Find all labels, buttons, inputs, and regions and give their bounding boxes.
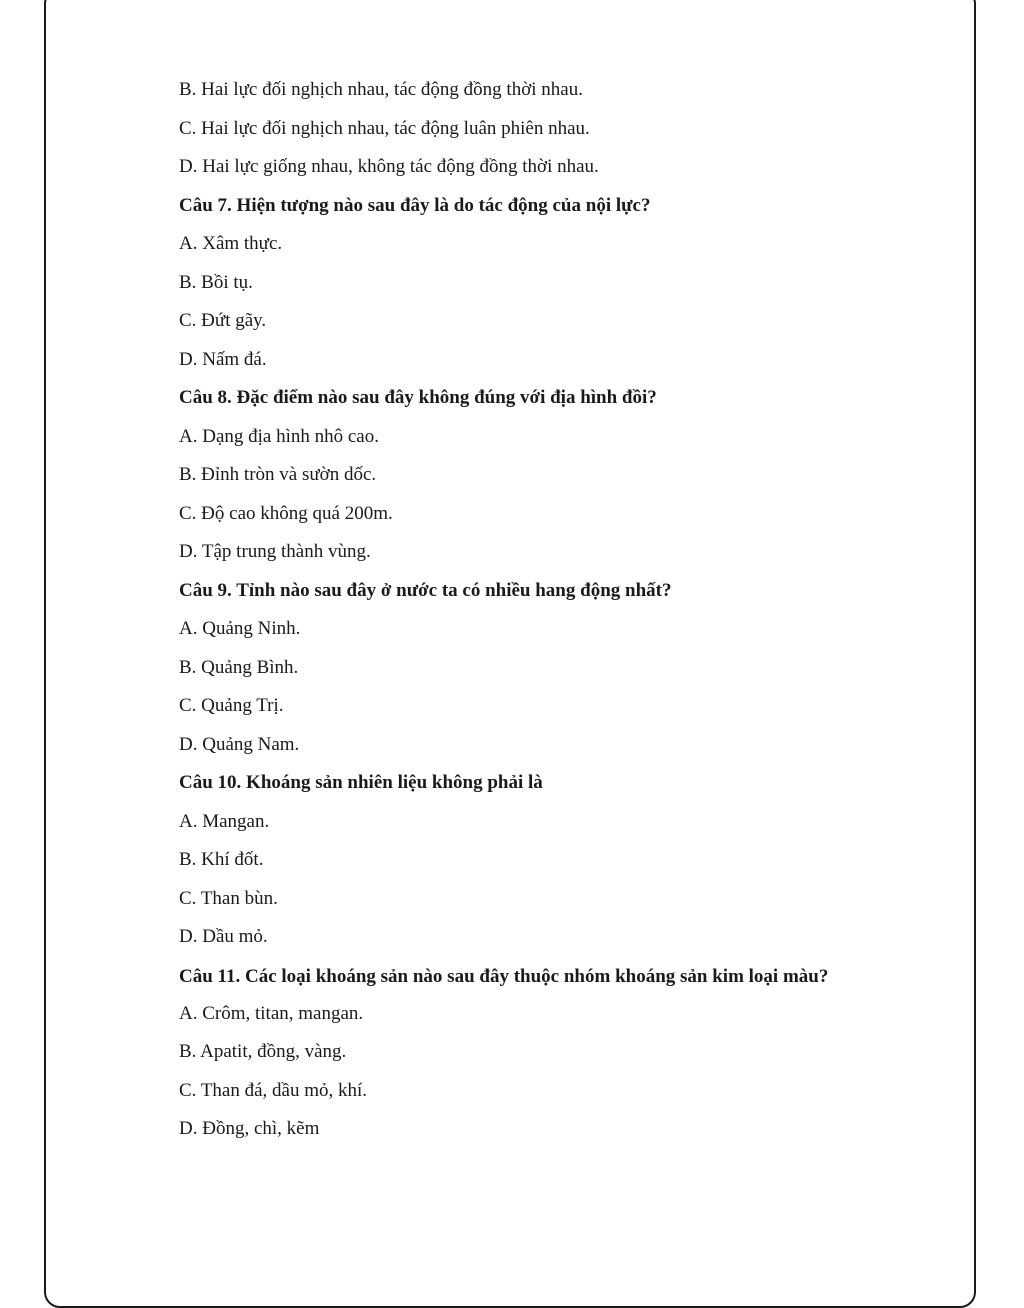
answer-option: A. Dạng địa hình nhô cao. bbox=[179, 425, 379, 447]
answer-option: C. Than đá, dầu mỏ, khí. bbox=[179, 1079, 368, 1101]
answer-option: C. Độ cao không quá 200m. bbox=[179, 502, 393, 524]
answer-option: A. Crôm, titan, mangan. bbox=[179, 1002, 364, 1024]
answer-option: B. Hai lực đối nghịch nhau, tác động đồng thời nhau. bbox=[179, 79, 583, 100]
answer-option: C. Hai lực đối nghịch nhau, tác động luân phiên nhau. bbox=[179, 117, 590, 139]
answer-option: D. Hai lực giống nhau, không tác động đồng thời nhau. bbox=[179, 156, 599, 177]
question-8: Câu 8. Đặc điểm nào sau đây không đúng với địa hình đồi? bbox=[179, 387, 657, 408]
question-11: Câu 11. Các loại khoáng sản nào sau đây thuộc nhóm khoáng sản kim loại màu? bbox=[179, 965, 829, 987]
answer-option: C. Than bùn. bbox=[179, 887, 278, 909]
answer-option: A. Mangan. bbox=[179, 810, 270, 832]
answer-option: B. Quảng Bình. bbox=[179, 656, 299, 678]
answer-option: C. Đứt gãy. bbox=[179, 310, 267, 331]
quiz-content bbox=[179, 78, 899, 1156]
answer-option: B. Apatit, đồng, vàng. bbox=[179, 1041, 347, 1062]
answer-option: C. Quảng Trị. bbox=[179, 695, 284, 716]
answer-option: B. Bồi tụ. bbox=[179, 271, 253, 293]
answer-option: D. Đồng, chì, kẽm bbox=[179, 1118, 320, 1139]
answer-option: D. Dầu mỏ. bbox=[179, 926, 268, 947]
question-10: Câu 10. Khoáng sản nhiên liệu không phải là bbox=[179, 772, 543, 793]
question-9: Câu 9. Tỉnh nào sau đây ở nước ta có nhiều hang động nhất? bbox=[179, 579, 672, 601]
answer-option: B. Khí đốt. bbox=[179, 849, 264, 870]
answer-option: A. Quảng Ninh. bbox=[179, 618, 301, 639]
answer-option: D. Nấm đá. bbox=[179, 348, 267, 370]
answer-option: B. Đỉnh tròn và sườn dốc. bbox=[179, 464, 377, 485]
answer-option: D. Quảng Nam. bbox=[179, 733, 300, 755]
answer-option: A. Xâm thực. bbox=[179, 233, 283, 254]
answer-option: D. Tập trung thành vùng. bbox=[179, 541, 371, 562]
question-7: Câu 7. Hiện tượng nào sau đây là do tác động của nội lực? bbox=[179, 194, 651, 216]
